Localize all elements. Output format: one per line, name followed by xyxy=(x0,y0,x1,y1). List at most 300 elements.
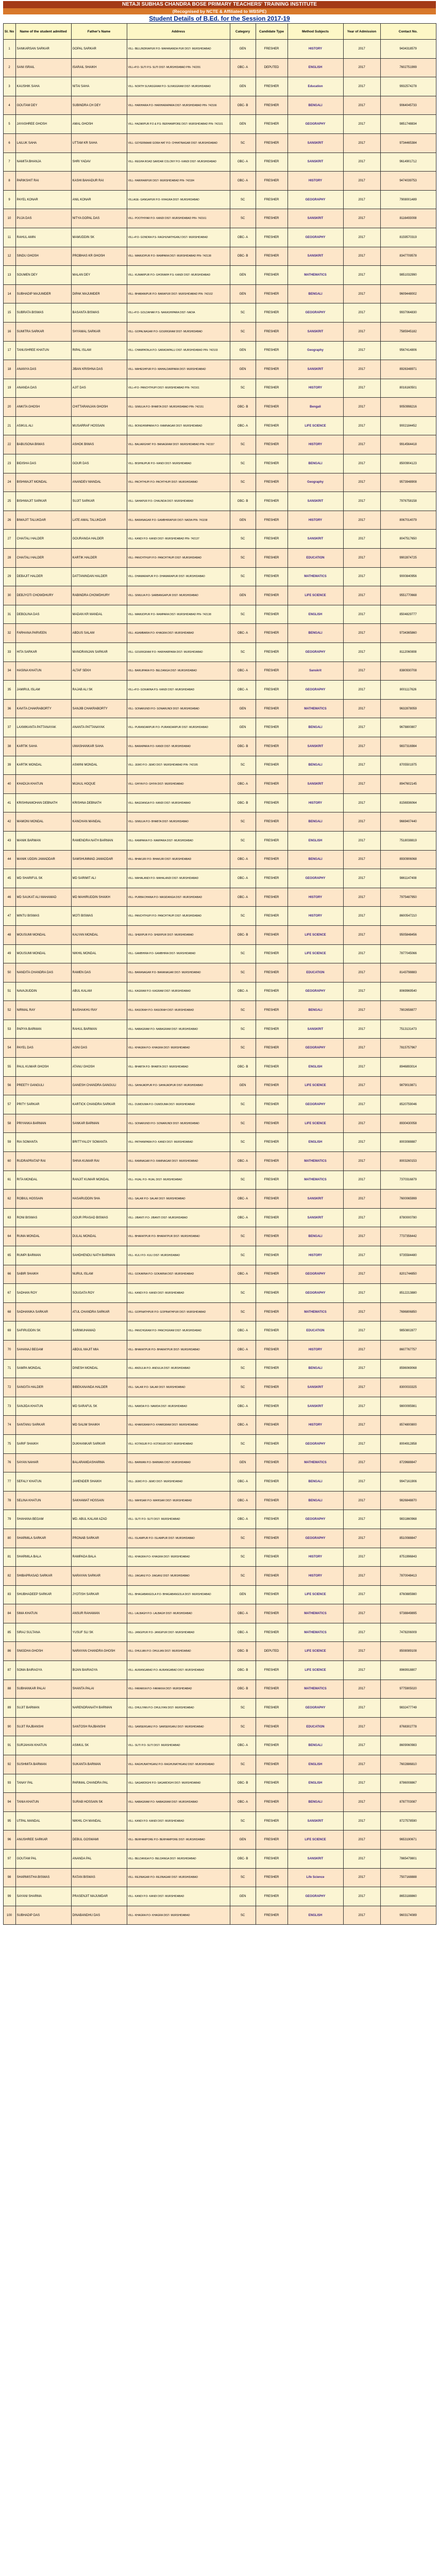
cell-contact: 8003260153 xyxy=(380,1152,436,1171)
cell-sl: 96 xyxy=(3,1831,15,1850)
cell-name: NIRMAL RAY xyxy=(15,1001,71,1020)
cell-father: MD SARAFUL SK xyxy=(71,1397,127,1416)
cell-year: 2017 xyxy=(343,1020,380,1039)
cell-contact: 9050998216 xyxy=(380,398,436,417)
table-row xyxy=(3,454,436,473)
cell-address: VILL- SAGARDIGHI P.O- SAGARDIGHI DIST- MURSHIDABAD xyxy=(127,1774,230,1793)
cell-address: VILL- KHAGRA P.O- KHAGRA DIST- MURSHIDABAD xyxy=(127,1039,230,1058)
cell-type: FRESHER xyxy=(256,1265,288,1284)
cell-contact: 8512213880 xyxy=(380,1284,436,1303)
cell-contact: 7976758158 xyxy=(380,492,436,511)
cell-category: SC xyxy=(230,322,256,341)
cell-subject: HISTORY xyxy=(288,40,343,59)
cell-year: 2017 xyxy=(343,1359,380,1378)
cell-sl: 41 xyxy=(3,793,15,812)
table-row xyxy=(3,133,436,152)
cell-subject: EDUCATION xyxy=(288,1321,343,1341)
cell-sl: 53 xyxy=(3,1020,15,1039)
recognition-line: (Recognised by NCTE & Affiliated to WBSPE) xyxy=(3,8,436,14)
table-row xyxy=(3,1793,436,1812)
table-row xyxy=(3,511,436,530)
cell-type: FRESHER xyxy=(256,511,288,530)
cell-sl: 35 xyxy=(3,681,15,700)
cell-address: VILL- SUTI P.O- SUTI DIST- MURSHIDABAD xyxy=(127,1510,230,1529)
cell-contact: 7877045066 xyxy=(380,944,436,963)
cell-name: SANTANU SARKAR xyxy=(15,1416,71,1435)
cell-father: PARIMAL CHANDRA PAL xyxy=(71,1774,127,1793)
cell-year: 2017 xyxy=(343,1793,380,1812)
cell-category: GEN xyxy=(230,511,256,530)
cell-name: SHARMILA SARKAR xyxy=(15,1529,71,1548)
cell-category: OBC- A xyxy=(230,775,256,794)
cell-contact: 8574800800 xyxy=(380,1416,436,1435)
cell-subject: LIFE SCIENCE xyxy=(288,586,343,605)
cell-type: DEPUTED xyxy=(256,1642,288,1661)
table-row xyxy=(3,96,436,115)
cell-father: JYOTISH SARKAR xyxy=(71,1585,127,1604)
cell-sl: 95 xyxy=(3,1811,15,1831)
cell-type: FRESHER xyxy=(256,662,288,681)
cell-year: 2017 xyxy=(343,1491,380,1510)
cell-sl: 77 xyxy=(3,1472,15,1492)
cell-type: FRESHER xyxy=(256,1171,288,1190)
table-row xyxy=(3,850,436,869)
cell-category: OBC- A xyxy=(230,1472,256,1492)
cell-address: VILL- DHAMARAPUR P.O- DHAMARAPUR DIST- MURSHIDABAD xyxy=(127,567,230,586)
cell-father: ANIL KONAR xyxy=(71,190,127,209)
cell-type: FRESHER xyxy=(256,982,288,1001)
cell-name: GOUTAM PAL xyxy=(15,1850,71,1869)
cell-subject: GEOGRAPHY xyxy=(288,1510,343,1529)
table-row xyxy=(3,1095,436,1114)
table-row xyxy=(3,1717,436,1736)
cell-contact: 8116493008 xyxy=(380,209,436,228)
cell-type: FRESHER xyxy=(256,775,288,794)
cell-year: 2017 xyxy=(343,1774,380,1793)
cell-address: VILL- BHARATPUR P.O- BHARATPUR DIST- MURSHIDABAD xyxy=(127,1227,230,1246)
table-row xyxy=(3,1868,436,1887)
table-row xyxy=(3,1510,436,1529)
cell-sl: 15 xyxy=(3,303,15,323)
cell-name: BIDISHA DAS xyxy=(15,454,71,473)
cell-subject: LIFE SCIENCE xyxy=(288,416,343,435)
cell-name: KRISHNAMOHAN DEBNATH xyxy=(15,793,71,812)
cell-address: VILL- SONARUNDI P.O- SONARUNDI DIST- MURSHIDABAD xyxy=(127,699,230,718)
cell-father: MOTI BISWAS xyxy=(71,907,127,926)
cell-name: SELINA KHATUN xyxy=(15,1491,71,1510)
table-row xyxy=(3,266,436,285)
cell-contact: 8156936064 xyxy=(380,793,436,812)
cell-address: VILL- LALBAGH P.O- LALBAGH DIST- MURSHIDABAD xyxy=(127,1604,230,1623)
cell-year: 2017 xyxy=(343,643,380,662)
cell-year: 2017 xyxy=(343,907,380,926)
cell-sl: 54 xyxy=(3,1039,15,1058)
cell-father: RAHUL BARMAN xyxy=(71,1020,127,1039)
cell-subject: LIFE SCIENCE xyxy=(288,1642,343,1661)
col-contact: Contact No. xyxy=(380,24,436,40)
cell-address: VILL- GOKARNA P.O- GOKARNA DIST- MURSHIDABAD xyxy=(127,1265,230,1284)
cell-sl: 42 xyxy=(3,812,15,832)
col-subject: Method Subjects xyxy=(288,24,343,40)
cell-father: ASIMUL SK xyxy=(71,1736,127,1755)
cell-sl: 78 xyxy=(3,1491,15,1510)
cell-father: RAMPADA BALA xyxy=(71,1548,127,1567)
cell-contact: 9850802877 xyxy=(380,1321,436,1341)
cell-year: 2017 xyxy=(343,1699,380,1718)
table-row xyxy=(3,1699,436,1718)
cell-type: FRESHER xyxy=(256,605,288,624)
cell-father: DIPAK MAJUMDER xyxy=(71,284,127,303)
table-row xyxy=(3,1774,436,1793)
cell-type: FRESHER xyxy=(256,586,288,605)
cell-father: MIJAUL HOQUE xyxy=(71,775,127,794)
cell-father: ALTAF SEKH xyxy=(71,662,127,681)
cell-category: SC xyxy=(230,133,256,152)
cell-year: 2017 xyxy=(343,567,380,586)
cell-type: FRESHER xyxy=(256,1793,288,1812)
cell-subject: GEOGRAPHY xyxy=(288,1265,343,1284)
cell-type: FRESHER xyxy=(256,1906,288,1925)
cell-contact: 7370316879 xyxy=(380,1171,436,1190)
cell-subject: EDUCATION xyxy=(288,1717,343,1736)
table-row xyxy=(3,812,436,832)
cell-father: RIPAL ISLAM xyxy=(71,341,127,360)
cell-contact: 8768302778 xyxy=(380,1717,436,1736)
cell-name: HASINA KHATUN xyxy=(15,662,71,681)
table-row xyxy=(3,398,436,417)
table-row xyxy=(3,718,436,737)
cell-name: CHAITALI HALDER xyxy=(15,549,71,568)
cell-year: 2017 xyxy=(343,1340,380,1359)
cell-contact: 7908001489 xyxy=(380,190,436,209)
cell-father: SAMSHUMMAD JAMADDAR xyxy=(71,850,127,869)
cell-father: GOPAL SARKAR xyxy=(71,40,127,59)
cell-year: 2017 xyxy=(343,492,380,511)
cell-category: OBC- A xyxy=(230,1340,256,1359)
cell-type: FRESHER xyxy=(256,1284,288,1303)
cell-address: VILL- JEMO P.O- JEMO DIST- MURSHIDABAD xyxy=(127,1472,230,1492)
cell-father: UMASHANKAR SAHA xyxy=(71,737,127,756)
cell-year: 2017 xyxy=(343,1133,380,1152)
cell-category: OBC- B xyxy=(230,1680,256,1699)
cell-name: PRIYANKA BARMAN xyxy=(15,1114,71,1133)
cell-address: VILL- DHULIAN P.O- DHULIAN DIST- MURSHIDABAD xyxy=(127,1642,230,1661)
cell-contact: 8380930708 xyxy=(380,662,436,681)
table-row xyxy=(3,888,436,907)
cell-category: OBC- A xyxy=(230,172,256,191)
cell-address: VILL- SUTI P.O- SUTI DIST- MURSHIDABAD xyxy=(127,1736,230,1755)
cell-address: VILL- MAHISAR P.O- MAHISAR DIST- MURSHIDABAD xyxy=(127,1491,230,1510)
cell-name: PAPIYA BARMAN xyxy=(15,1020,71,1039)
cell-type: FRESHER xyxy=(256,549,288,568)
cell-father: MD. ABUL KALAM AZAD xyxy=(71,1510,127,1529)
cell-father: LATE AMAL TALUKDAR xyxy=(71,511,127,530)
cell-type: FRESHER xyxy=(256,1736,288,1755)
cell-address: VILL+P.O- GOLDAHAR P.S- NAKASHIPARA DIST- NADIA xyxy=(127,303,230,323)
table-row xyxy=(3,209,436,228)
cell-subject: SANSKRIT xyxy=(288,1397,343,1416)
cell-year: 2017 xyxy=(343,982,380,1001)
cell-subject: Education xyxy=(288,77,343,96)
cell-type: FRESHER xyxy=(256,1567,288,1586)
cell-sl: 23 xyxy=(3,454,15,473)
table-row xyxy=(3,1359,436,1378)
cell-father: KRISHNA DEBNATH xyxy=(71,793,127,812)
table-row xyxy=(3,58,436,77)
cell-sl: 46 xyxy=(3,888,15,907)
cell-contact: 9861147408 xyxy=(380,869,436,888)
cell-sl: 82 xyxy=(3,1567,15,1586)
cell-contact: 9434318579 xyxy=(380,40,436,59)
cell-contact: 8760885980 xyxy=(380,1585,436,1604)
cell-type: FRESHER xyxy=(256,96,288,115)
cell-type: FRESHER xyxy=(256,1020,288,1039)
cell-contact: 8300033325 xyxy=(380,1378,436,1397)
cell-subject: Sanskrit xyxy=(288,662,343,681)
cell-address: VILL- PURBA DHANA P.O- MASIDANGA DIST- MURSHIDABAD xyxy=(127,888,230,907)
cell-name: KAVITA CHAKRABORTY xyxy=(15,699,71,718)
cell-subject: HISTORY xyxy=(288,435,343,454)
cell-category: SC xyxy=(230,473,256,492)
cell-subject: ENGLISH xyxy=(288,1906,343,1925)
cell-name: MAMONI MONDAL xyxy=(15,812,71,832)
cell-address: VILL+P.O- GONDRA P.S- RAGHUNATHGANJ DIST- MURSHIDABAD xyxy=(127,228,230,247)
cell-contact: 7815757967 xyxy=(380,1039,436,1058)
cell-father: RAMENDRA NATH BARMAN xyxy=(71,831,127,850)
cell-type: FRESHER xyxy=(256,1585,288,1604)
cell-father: BIBEKANANDA HALDER xyxy=(71,1378,127,1397)
cell-address: VILL- SAHAJADPUR P.O- SAHAJADPUR DIST- MURSHIDABAD xyxy=(127,1076,230,1095)
cell-category: OBC- A xyxy=(230,152,256,172)
cell-category: GEN xyxy=(230,360,256,379)
cell-subject: GEOGRAPHY xyxy=(288,681,343,700)
cell-subject: SANSKRIT xyxy=(288,737,343,756)
cell-father: KANCHAN MANDAL xyxy=(71,812,127,832)
cell-address: VILL- RAGHUNATHGANJ P.O- RAGHUNATHGANJ DIST- MURSHIDABAD xyxy=(127,1755,230,1774)
cell-subject: MATHEMATICS xyxy=(288,1680,343,1699)
cell-contact: 8607767757 xyxy=(380,1340,436,1359)
cell-subject: ENGLISH xyxy=(288,1058,343,1077)
cell-name: SUBRATA BISWAS xyxy=(15,303,71,323)
cell-contact: 9879019871 xyxy=(380,1076,436,1095)
table-row xyxy=(3,228,436,247)
cell-father: NARENDRANATH BARMAN xyxy=(71,1699,127,1718)
cell-name: ANANYA DAS xyxy=(15,360,71,379)
table-row xyxy=(3,1284,436,1303)
table-row xyxy=(3,1472,436,1492)
table-row xyxy=(3,756,436,775)
cell-address: VILL- KAGRAM P.O- KAGRAM DIST- MURSHIDABAD xyxy=(127,982,230,1001)
cell-type: FRESHER xyxy=(256,1774,288,1793)
cell-subject: MATHEMATICS xyxy=(288,1623,343,1642)
cell-subject: BENGALI xyxy=(288,454,343,473)
cell-address: VILL- SAHAPUR P.O- CHAUNDA DIST- MURSHIDABAD xyxy=(127,492,230,511)
cell-father: BASANTA BISWAS xyxy=(71,303,127,323)
cell-subject: HISTORY xyxy=(288,1548,343,1567)
cell-year: 2017 xyxy=(343,1510,380,1529)
cell-sl: 10 xyxy=(3,209,15,228)
cell-subject: SANSKRIT xyxy=(288,1850,343,1869)
cell-address: VILL- ISLAMPUR P.O- ISLAMPUR DIST- MURSHIDABAD xyxy=(127,1529,230,1548)
cell-name: SUBHADIP MAJUMDER xyxy=(15,284,71,303)
cell-year: 2017 xyxy=(343,605,380,624)
cell-name: SANJIDA KHATUN xyxy=(15,1397,71,1416)
cell-sl: 38 xyxy=(3,737,15,756)
cell-address: VILL+P.O- PANCHTHUPI DIST- MURSHIDABAD PIN- 742161 xyxy=(127,379,230,398)
cell-name: BISHWAJIT SARKAR xyxy=(15,492,71,511)
table-row xyxy=(3,1416,436,1435)
cell-category: GEN xyxy=(230,1585,256,1604)
cell-subject: MATHEMATICS xyxy=(288,266,343,285)
cell-address: VILL- SIMULIA P.O- SARBANGAPUR DIST- MURSHIDABAD xyxy=(127,586,230,605)
cell-year: 2017 xyxy=(343,435,380,454)
cell-father: ISARAIL SHAIKH xyxy=(71,58,127,77)
cell-category: OBC- A xyxy=(230,1736,256,1755)
cell-category: SC xyxy=(230,1868,256,1887)
cell-category: OBC- B xyxy=(230,1058,256,1077)
cell-contact: 9800095981 xyxy=(380,1397,436,1416)
cell-type: FRESHER xyxy=(256,115,288,134)
cell-sl: 45 xyxy=(3,869,15,888)
cell-name: SANI ISRAIL xyxy=(15,58,71,77)
cell-address: VILL- AURANGABAD P.O- AURANGABAD DIST- MURSHIDABAD xyxy=(127,1661,230,1680)
cell-sl: 61 xyxy=(3,1171,15,1190)
cell-address: VILL- RASORAH P.O- RASORAH DIST- MURSHIDABAD xyxy=(127,1001,230,1020)
cell-name: SURJAHAN KHATUN xyxy=(15,1736,71,1755)
cell-contact: 7513131473 xyxy=(380,1020,436,1039)
cell-contact: 9775905020 xyxy=(380,1680,436,1699)
cell-sl: 67 xyxy=(3,1284,15,1303)
cell-address: VILL- BALIARGHAT P.O- BANAGRAM DIST- MURSHIDABAD PIN- 742157 xyxy=(127,435,230,454)
cell-sl: 72 xyxy=(3,1378,15,1397)
cell-subject: MATHEMATICS xyxy=(288,567,343,586)
cell-type: FRESHER xyxy=(256,1397,288,1416)
cell-category: SC xyxy=(230,1227,256,1246)
cell-category: SC xyxy=(230,907,256,926)
cell-contact: 8729688847 xyxy=(380,1453,436,1472)
cell-address: VILL- RAMNAGAR P.O- RAMNAGAR DIST- MURSHIDABAD xyxy=(127,1152,230,1171)
table-row xyxy=(3,379,436,398)
cell-type: FRESHER xyxy=(256,1227,288,1246)
cell-year: 2017 xyxy=(343,1246,380,1265)
cell-contact: 8016160501 xyxy=(380,379,436,398)
cell-type: FRESHER xyxy=(256,1434,288,1453)
cell-sl: 20 xyxy=(3,398,15,417)
cell-year: 2017 xyxy=(343,115,380,134)
cell-subject: SANSKRIT xyxy=(288,1190,343,1209)
cell-name: SIMA KHATUN xyxy=(15,1604,71,1623)
cell-year: 2017 xyxy=(343,1661,380,1680)
cell-contact: 7602886810 xyxy=(380,1755,436,1774)
cell-year: 2017 xyxy=(343,925,380,944)
cell-address: VILL- POOTHIYAR P.O- KANDI DIST- MURSHIDABAD PIN- 742161 xyxy=(127,209,230,228)
cell-father: DUKHANKAR SARKAR xyxy=(71,1434,127,1453)
cell-contact: 8705501975 xyxy=(380,756,436,775)
cell-year: 2017 xyxy=(343,888,380,907)
cell-subject: HISTORY xyxy=(288,379,343,398)
cell-sl: 98 xyxy=(3,1868,15,1887)
cell-year: 2017 xyxy=(343,133,380,152)
cell-father: SHYAMAL SARKAR xyxy=(71,322,127,341)
cell-name: SHUBHADEEP SARKAR xyxy=(15,1585,71,1604)
cell-subject: LIFE SCIENCE xyxy=(288,1114,343,1133)
cell-subject: GEOGRAPHY xyxy=(288,869,343,888)
cell-father: DATTANINDAN HALDER xyxy=(71,567,127,586)
cell-address: VILL- HIJAL P.O- HIJAL DIST- MURSHIDABAD xyxy=(127,1171,230,1190)
cell-year: 2017 xyxy=(343,812,380,832)
cell-type: FRESHER xyxy=(256,963,288,982)
cell-sl: 93 xyxy=(3,1774,15,1793)
cell-address: VILL- ASAMBARIA P.O- KHAGRA DIST- MURSHIDABAD xyxy=(127,624,230,643)
cell-father: SANTOSH RAJBANSHI xyxy=(71,1717,127,1736)
cell-father: SANJIB CHAKRABORTY xyxy=(71,699,127,718)
cell-sl: 21 xyxy=(3,416,15,435)
cell-sl: 14 xyxy=(3,284,15,303)
cell-year: 2017 xyxy=(343,341,380,360)
cell-sl: 48 xyxy=(3,925,15,944)
cell-year: 2017 xyxy=(343,1585,380,1604)
cell-sl: 97 xyxy=(3,1850,15,1869)
cell-type: FRESHER xyxy=(256,1076,288,1095)
cell-name: PRITY SARKAR xyxy=(15,1095,71,1114)
cell-subject: SANSKRIT xyxy=(288,775,343,794)
cell-contact: 8069969540 xyxy=(380,982,436,1001)
table-row xyxy=(3,1152,436,1171)
cell-year: 2017 xyxy=(343,247,380,266)
cell-contact: 8201744850 xyxy=(380,1265,436,1284)
cell-contact: 8780000780 xyxy=(380,1208,436,1227)
cell-type: FRESHER xyxy=(256,1472,288,1492)
cell-type: FRESHER xyxy=(256,152,288,172)
cell-contact: 8751996843 xyxy=(380,1548,436,1567)
cell-name: SINDU GHOSH xyxy=(15,247,71,266)
cell-category: OBC- A xyxy=(230,1190,256,1209)
cell-contact: 9632878059 xyxy=(380,699,436,718)
cell-contact: 9851748834 xyxy=(380,115,436,134)
cell-address: VILL- HARIHARA P.O- HARIHARAPARA DIST- MURSHIDABAD PIN- 742166 xyxy=(127,96,230,115)
table-row xyxy=(3,1680,436,1699)
cell-father: CHITTARANJAN GHOSH xyxy=(71,398,127,417)
cell-category: SC xyxy=(230,1378,256,1397)
cell-category: OBC- A xyxy=(230,1208,256,1227)
cell-subject: LIFE SCIENCE xyxy=(288,1831,343,1850)
cell-year: 2017 xyxy=(343,1058,380,1077)
table-row xyxy=(3,473,436,492)
cell-contact: 8003088887 xyxy=(380,1133,436,1152)
cell-address: VILL- BARAIPARA P.O- KANDI DIST- MURSHIDABAD xyxy=(127,737,230,756)
cell-type: FRESHER xyxy=(256,530,288,549)
cell-subject: ENGLISH xyxy=(288,1755,343,1774)
cell-father: SAHDHENDU NATH BARMAN xyxy=(71,1246,127,1265)
cell-address: VILL- GOYERMAAR GORA HAT P.O- CHHATINAGAR DIST- MURSHIDABAD xyxy=(127,133,230,152)
cell-contact: 9831860968 xyxy=(380,1510,436,1529)
cell-name: RIA SOMANTA xyxy=(15,1133,71,1152)
cell-contact: 9932574278 xyxy=(380,77,436,96)
cell-contact: 9614901712 xyxy=(380,152,436,172)
cell-category: SC xyxy=(230,1529,256,1548)
cell-contact: 8347709578 xyxy=(380,247,436,266)
cell-sl: 94 xyxy=(3,1793,15,1812)
cell-contact: 9603174089 xyxy=(380,1906,436,1925)
cell-year: 2017 xyxy=(343,1604,380,1623)
cell-sl: 24 xyxy=(3,473,15,492)
cell-category: SC xyxy=(230,605,256,624)
cell-category: OBC- A xyxy=(230,1321,256,1341)
cell-year: 2017 xyxy=(343,1190,380,1209)
cell-name: PAUL KUMAR GHOSH xyxy=(15,1058,71,1077)
cell-father: ASWINI MONDAL xyxy=(71,756,127,775)
cell-type: FRESHER xyxy=(256,1623,288,1642)
